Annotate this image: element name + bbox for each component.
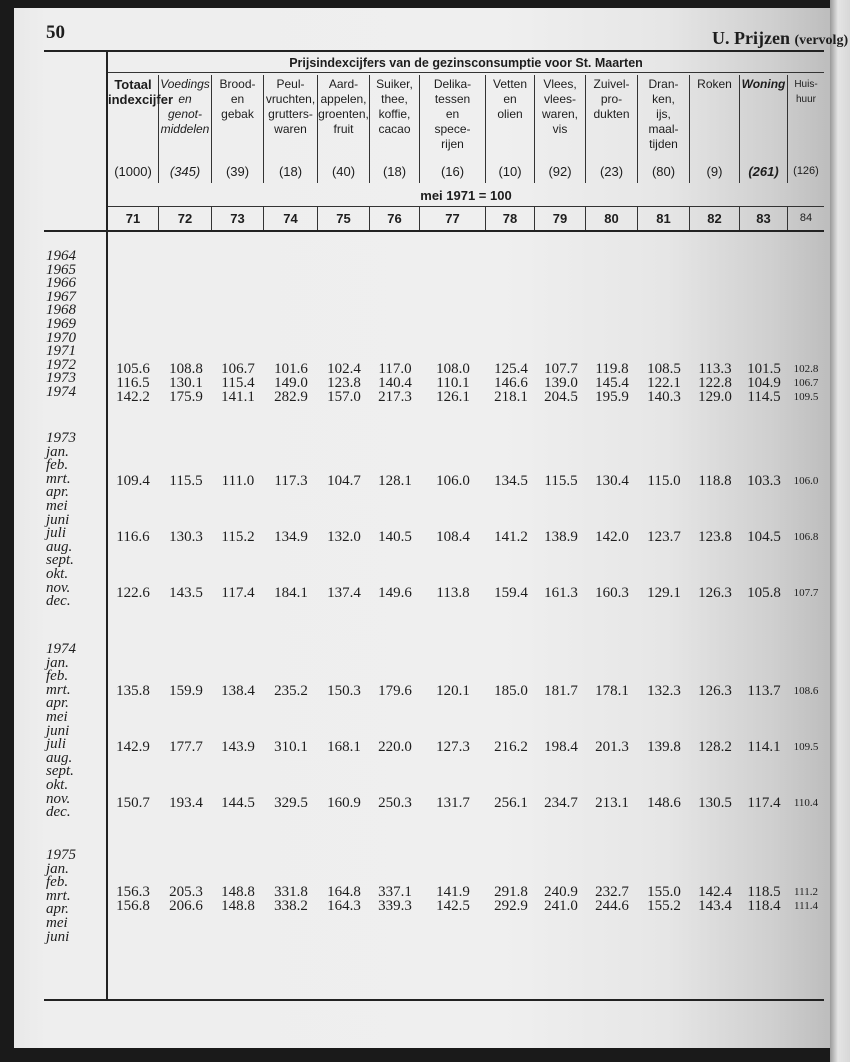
table-cell: 126.1 [436,389,470,405]
stub-group [46,643,76,820]
table-cell: 104.7 [327,473,361,489]
column-number: 84 [799,212,813,224]
column-label: Zuivel- pro- dukten [593,77,630,121]
table-cell: 164.3 [327,898,361,914]
table-cell: 115.0 [647,473,681,489]
stub-label: 1970 [46,329,76,346]
table-cell: 141.1 [221,389,255,405]
column-label: Brood- en gebak [219,77,256,121]
table-cell: 205.3 [169,884,203,900]
table-cell: 114.1 [747,739,781,755]
table-cell: 105.6 [116,361,150,377]
stub-label: 1967 [46,288,76,305]
table-cell: 235.2 [274,683,308,699]
table-cell: 141.9 [436,884,470,900]
table-cell: 241.0 [544,898,578,914]
table-cell: 107.7 [793,587,819,599]
column-label: Dran- ken, ijs, maal- tijden [648,77,679,151]
table-cell: 132.3 [647,683,681,699]
table-cell: 218.1 [494,389,528,405]
table-cell: 250.3 [378,795,412,811]
stub-label: 1974 [46,383,76,400]
table-cell: 141.2 [494,529,528,545]
table-cell: 160.9 [327,795,361,811]
table-cell: 130.5 [698,795,732,811]
table-cell: 137.4 [327,585,361,601]
page-number: 50 [46,22,65,43]
table-cell: 103.3 [747,473,781,489]
column-label: Huis- huur [794,79,818,105]
table-cell: 217.3 [378,389,412,405]
table-cell: 131.7 [436,795,470,811]
table-cell: 213.1 [595,795,629,811]
column-label: Suiker, thee, koffie, cacao [376,77,413,136]
stub-label: juli [46,525,67,542]
column-label: Roken [697,77,732,91]
column-label: Totaal indexcijfer [108,77,174,107]
stub-label: feb. [46,874,69,891]
table-cell: 142.0 [595,529,629,545]
column-label: Delika- tessen en spece- rijen [433,77,472,151]
table-cell: 109.5 [793,741,819,753]
section-title [712,28,848,49]
table-cell: 120.1 [436,683,470,699]
table-cell: 111.0 [221,473,255,489]
table-cell: 123.8 [698,529,732,545]
stub-label: 1968 [46,302,76,319]
stub-label: apr. [46,484,69,501]
table-cell: 138.9 [544,529,578,545]
stub-label: mei [46,708,68,725]
column-number: 83 [740,207,788,230]
stub-label: apr. [46,901,69,918]
section-title-sub: (vervolg) [794,33,849,48]
table-cell: 143.9 [221,739,255,755]
table-cell: 130.4 [595,473,629,489]
column-weight: (92) [548,164,572,179]
table-cell: 102.4 [327,361,361,377]
header-rule [108,72,824,73]
table-cell: 234.7 [544,795,578,811]
table-cell: 150.3 [327,683,361,699]
table-cell: 339.3 [378,898,412,914]
column-number: 73 [212,207,264,230]
table-cell: 142.9 [116,739,150,755]
stub-label: mrt. [46,681,71,698]
table-cell: 101.6 [274,361,308,377]
table-cell: 143.4 [698,898,732,914]
table-cell: 111.4 [794,900,818,912]
column-number: 81 [638,207,690,230]
stub-label: sept. [46,552,74,569]
stub-label: feb. [46,457,69,474]
column-header [788,75,824,183]
table-cell: 232.7 [595,884,629,900]
column-header [370,75,420,183]
stub-label: aug. [46,749,73,766]
column-number: 80 [586,207,638,230]
stub-label: 1972 [46,356,76,373]
table-cell: 204.5 [544,389,578,405]
table-cell: 113.8 [436,585,470,601]
table-cell: 114.5 [747,389,781,405]
column-weight: (126) [793,165,819,177]
stub-label: 1971 [46,343,76,360]
stub-label: okt. [46,776,69,793]
stub-label: apr. [46,695,69,712]
table-cell: 148.8 [221,884,255,900]
stub-label: juni [46,928,70,945]
table-cell: 338.2 [274,898,308,914]
table-cell: 139.8 [647,739,681,755]
stub-label: feb. [46,668,69,685]
table-cell: 106.0 [793,475,819,487]
top-rule [44,50,824,52]
column-header [486,75,535,183]
stub-label: mrt. [46,887,71,904]
table-cell: 331.8 [274,884,308,900]
base-period: mei 1971 = 100 [420,188,512,203]
table-cell: 159.9 [169,683,203,699]
table-cell: 144.5 [221,795,255,811]
column-header [420,75,486,183]
table-cell: 104.9 [747,375,781,391]
column-weight: (16) [440,164,465,179]
table-cell: 126.3 [698,683,732,699]
column-weight: (9) [706,164,723,179]
table-cell: 198.4 [544,739,578,755]
column-label: Aard- appelen, groenten, fruit [318,77,369,136]
column-weight: (39) [225,164,250,179]
table-cell: 143.5 [169,585,203,601]
column-header [212,75,264,183]
table-cell: 122.1 [647,375,681,391]
column-number: 82 [690,207,740,230]
table-cell: 329.5 [274,795,308,811]
table-cell: 130.3 [169,529,203,545]
table-cell: 244.6 [595,898,629,914]
table-cell: 108.4 [436,529,470,545]
column-weight: (10) [498,164,522,179]
column-weight: (23) [599,164,624,179]
table-cell: 108.5 [647,361,681,377]
table-cell: 106.7 [793,377,819,389]
stub-label: 1965 [46,261,76,278]
stub-label: mei [46,914,68,931]
table-cell: 337.1 [378,884,412,900]
column-label: Woning [741,77,786,91]
table-cell: 140.3 [647,389,681,405]
table-cell: 184.1 [274,585,308,601]
table-cell: 160.3 [595,585,629,601]
table-cell: 139.0 [544,375,578,391]
table-cell: 113.7 [747,683,781,699]
table-cell: 123.8 [327,375,361,391]
table-cell: 220.0 [378,739,412,755]
column-number: 79 [535,207,586,230]
column-header [690,75,740,183]
table-cell: 156.3 [116,884,150,900]
stub-group [46,432,76,609]
table-title: Prijsindexcijfers van de gezinsconsumptie voor St. Maarten [289,56,643,70]
column-number: 71 [108,207,159,230]
table-cell: 108.8 [169,361,203,377]
stub-label: 1974 [46,641,76,657]
stub-label: mrt. [46,470,71,487]
stub-label: juni [46,722,70,739]
table-cell: 142.4 [698,884,732,900]
stub-label: 1973 [46,430,76,446]
column-weight: (261) [748,164,779,179]
table-cell: 240.9 [544,884,578,900]
table-cell: 134.9 [274,529,308,545]
table-cell: 132.0 [327,529,361,545]
table-cell: 105.8 [747,585,781,601]
table-cell: 123.7 [647,529,681,545]
stub-label: 1973 [46,370,76,387]
table-cell: 159.4 [494,585,528,601]
column-header [159,75,212,183]
table-cell: 122.6 [116,585,150,601]
table-cell: 201.3 [595,739,629,755]
column-number: 72 [159,207,212,230]
table-cell: 156.8 [116,898,150,914]
table-cell: 142.5 [436,898,470,914]
column-number: 74 [264,207,318,230]
column-header [740,75,788,183]
table-cell: 140.5 [378,529,412,545]
stub-label: jan. [46,443,69,460]
table-cell: 117.4 [747,795,781,811]
table-cell: 117.3 [274,473,308,489]
table-cell: 175.9 [169,389,203,405]
stub-label: dec. [46,804,71,821]
table-cell: 115.2 [221,529,255,545]
table-cell: 106.7 [221,361,255,377]
table-cell: 291.8 [494,884,528,900]
stub-label: 1969 [46,315,76,332]
column-weight: (1000) [114,164,152,179]
table-cell: 168.1 [327,739,361,755]
table-cell: 134.5 [494,473,528,489]
table-cell: 149.0 [274,375,308,391]
column-weight: (18) [382,164,407,179]
table-cell: 115.5 [169,473,203,489]
table-cell: 193.4 [169,795,203,811]
stub-label: 1975 [46,847,76,863]
column-label: Vlees, vlees- waren, vis [541,77,579,136]
table-cell: 140.4 [378,375,412,391]
table-cell: 106.0 [436,473,470,489]
table-cell: 146.6 [494,375,528,391]
table-cell: 129.0 [698,389,732,405]
column-number: 78 [486,207,535,230]
table-cell: 178.1 [595,683,629,699]
table-cell: 282.9 [274,389,308,405]
table-cell: 110.4 [793,797,819,809]
table-cell: 138.4 [221,683,255,699]
table-cell: 177.7 [169,739,203,755]
table-cell: 155.2 [647,898,681,914]
stub-label: aug. [46,538,73,555]
table-cell: 109.5 [793,391,819,403]
stub-group [46,849,76,944]
table-cell: 256.1 [494,795,528,811]
table-cell: 108.0 [436,361,470,377]
table-cell: 111.2 [794,886,818,898]
stub-label: mei [46,497,68,514]
table-cell: 106.8 [793,531,819,543]
table-cell: 127.3 [436,739,470,755]
table-cell: 164.8 [327,884,361,900]
column-weight: (18) [278,164,303,179]
table-cell: 181.7 [544,683,578,699]
table-cell: 179.6 [378,683,412,699]
table-cell: 148.6 [647,795,681,811]
table-cell: 104.5 [747,529,781,545]
section-title-main: U. Prijzen [712,28,790,48]
column-number: 77 [420,207,486,230]
table-cell: 118.5 [747,884,781,900]
table-cell: 115.4 [221,375,255,391]
table-cell: 157.0 [327,389,361,405]
stub-label: sept. [46,763,74,780]
table-cell: 130.1 [169,375,203,391]
table-cell: 117.4 [221,585,255,601]
table-cell: 135.8 [116,683,150,699]
table-cell: 125.4 [494,361,528,377]
column-label: Peul- vruchten, grutters- waren [265,77,316,136]
column-label: Vetten en olien [492,77,528,121]
stub-label: juli [46,736,67,753]
table-cell: 216.2 [494,739,528,755]
table-cell: 110.1 [436,375,470,391]
table-cell: 115.5 [544,473,578,489]
stub-label: 1964 [46,248,76,264]
table-cell: 206.6 [169,898,203,914]
table-cell: 292.9 [494,898,528,914]
column-label: Voedings en genot- middelen [160,77,210,136]
column-number: 76 [370,207,420,230]
table-cell: 126.3 [698,585,732,601]
stub-label: dec. [46,593,71,610]
column-weight: (80) [651,164,676,179]
stub-label: nov. [46,579,71,596]
table-cell: 107.7 [544,361,578,377]
table-cell: 145.4 [595,375,629,391]
stub-label: jan. [46,654,69,671]
column-header [318,75,370,183]
stub-label: nov. [46,790,71,807]
table-cell: 102.8 [793,363,819,375]
table-cell: 148.8 [221,898,255,914]
stub-label: okt. [46,565,69,582]
table-cell: 109.4 [116,473,150,489]
table-cell: 310.1 [274,739,308,755]
column-number: 75 [318,207,370,230]
column-weight: (40) [331,164,356,179]
column-header [638,75,690,183]
stub-group [46,250,76,400]
column-header [535,75,586,183]
table-cell: 195.9 [595,389,629,405]
table-cell: 150.7 [116,795,150,811]
table-cell: 149.6 [378,585,412,601]
table-cell: 142.2 [116,389,150,405]
table-cell: 118.8 [698,473,732,489]
table-cell: 116.5 [116,375,150,391]
stub-label: juni [46,511,70,528]
table-cell: 116.6 [116,529,150,545]
table-cell: 155.0 [647,884,681,900]
table-cell: 101.5 [747,361,781,377]
table-cell: 122.8 [698,375,732,391]
column-header [586,75,638,183]
table-cell: 108.6 [793,685,819,697]
stub-label: jan. [46,860,69,877]
table-cell: 113.3 [698,361,732,377]
table-cell: 161.3 [544,585,578,601]
column-weight: (345) [169,164,201,179]
stub-label: 1966 [46,275,76,292]
table-cell: 185.0 [494,683,528,699]
bottom-rule [44,999,824,1001]
table-cell: 129.1 [647,585,681,601]
column-header [108,75,174,183]
column-header [264,75,318,183]
table-cell: 128.1 [378,473,412,489]
column-number-rule-bottom [44,230,824,232]
table-cell: 128.2 [698,739,732,755]
table-cell: 119.8 [595,361,629,377]
table-cell: 118.4 [747,898,781,914]
table-cell: 117.0 [378,361,412,377]
